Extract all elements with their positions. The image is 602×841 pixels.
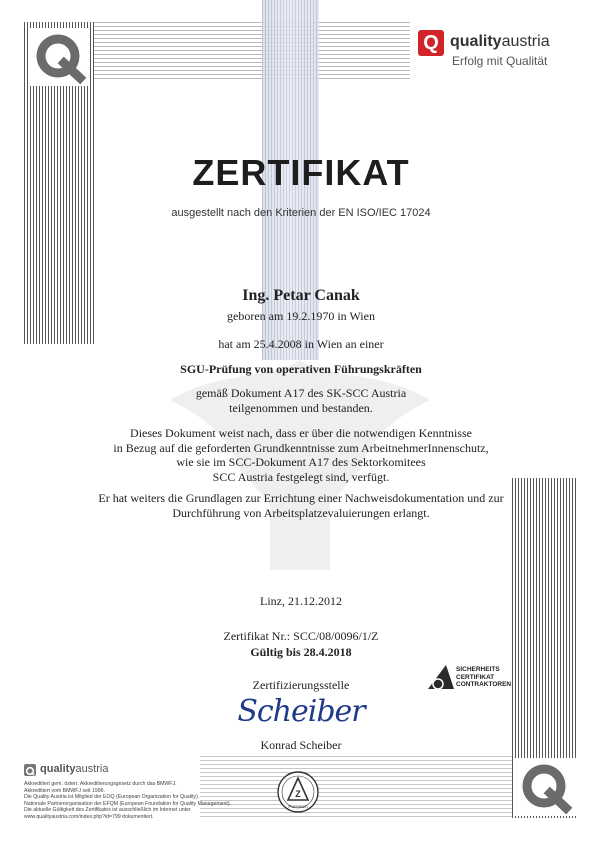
footer-line: Akkreditiert vom BMWFJ seit 1996. (24, 787, 106, 794)
place-date: Linz, 21.12.2012 (260, 594, 342, 608)
q-badge-icon: Q (418, 30, 444, 56)
paragraph-1-line: Dieses Dokument weist nach, dass er über die notwendigen Kenntnisse (130, 426, 472, 440)
footer-accreditation-text (24, 781, 264, 821)
document-line-1: gemäß Dokument A17 des SK-SCC Austria (195, 386, 407, 400)
footer-line: Akkreditiert gem. österr. Akkreditierungsgesetz durch das BMWFJ. (24, 781, 177, 787)
footer-brand-rest: austria (75, 763, 109, 775)
footer-q-icon (24, 764, 36, 776)
accreditation-seal (276, 770, 320, 816)
seal-text: Personen (288, 804, 308, 809)
footer-line: Nationale Partnerorganisation der EFQM (European Foundation for Quality Management). (24, 800, 232, 807)
paragraph-2-line: Durchführung von Arbeitsplatzevaluierungen erlangt. (172, 506, 430, 520)
svg-text:Z: Z (295, 789, 301, 799)
certification-body: Zertifizierungsstelle (252, 678, 350, 692)
paragraph-2-line: Er hat weiters die Grundlagen zur Errichtung einer Nachweisdokumentation und zur (98, 491, 504, 505)
bottom-q-logo-icon (514, 758, 576, 816)
brand-name-rest: austria (501, 33, 550, 50)
footer-line: Die aktuelle Gültigkeit des Zertifikates ist ausschließlich im Internet unter (24, 807, 191, 814)
paragraph-1-line: wie sie im SCC-Dokument A17 des Sektorkomitees (176, 455, 426, 469)
footer-brand (24, 763, 174, 779)
scc-line-3: CONTRAKTOREN (456, 681, 512, 688)
accreditation-seal-icon (276, 770, 320, 816)
brand-name-bold: quality (450, 33, 502, 50)
paragraph-1-line: in Bezug auf die geforderten Grundkenntnisse zum ArbeitnehmerInnenschutz, (113, 440, 489, 455)
top-horizontal-stripe-strip (94, 22, 410, 82)
paragraph-1-line: SCC Austria festgelegt sind, verfügt. (212, 469, 390, 484)
footer-brand-bold: quality (40, 763, 76, 775)
signature: Scheiber (237, 694, 365, 729)
scc-logo-text (456, 666, 511, 689)
qualityaustria-header-logo (418, 30, 588, 70)
signatory-name: Konrad Scheiber (260, 738, 342, 752)
brand-name (450, 33, 550, 51)
top-q-logo-icon (28, 28, 90, 86)
certificate-number: Zertifikat Nr.: SCC/08/0096/1/Z (223, 629, 379, 643)
scc-logo (424, 663, 534, 693)
footer-brand-name (40, 763, 108, 775)
document-line-2: teilgenommen und bestanden. (229, 401, 373, 415)
paragraph-1 (0, 426, 602, 484)
certificate-title: ZERTIFIKAT (192, 152, 410, 193)
footer-line: www.qualityaustria.com/index.php?id=799 dokumentiert. (24, 813, 154, 820)
holder-name: Ing. Petar Canak (242, 287, 360, 304)
attendance-line: hat am 25.4.2008 in Wien an einer (218, 337, 384, 351)
scc-line-2: CERTIFIKAT (456, 673, 495, 681)
footer-line: Die Quality Austria ist Mitglied der EOQ (European Organization for Quality). (24, 794, 200, 801)
brand-tagline: Erfolg mit Qualität (452, 54, 548, 68)
paragraph-2 (0, 491, 602, 521)
certificate-subtitle: ausgestellt nach den Kriterien der EN ISO/IEC 17024 (171, 207, 431, 219)
valid-until: Gültig bis 28.4.2018 (250, 645, 352, 659)
exam-name: SGU-Prüfung von operativen Führungskräften (180, 362, 422, 376)
birth-line: geboren am 19.2.1970 in Wien (227, 309, 375, 323)
scc-line-1: SICHERHEITS (456, 666, 500, 673)
